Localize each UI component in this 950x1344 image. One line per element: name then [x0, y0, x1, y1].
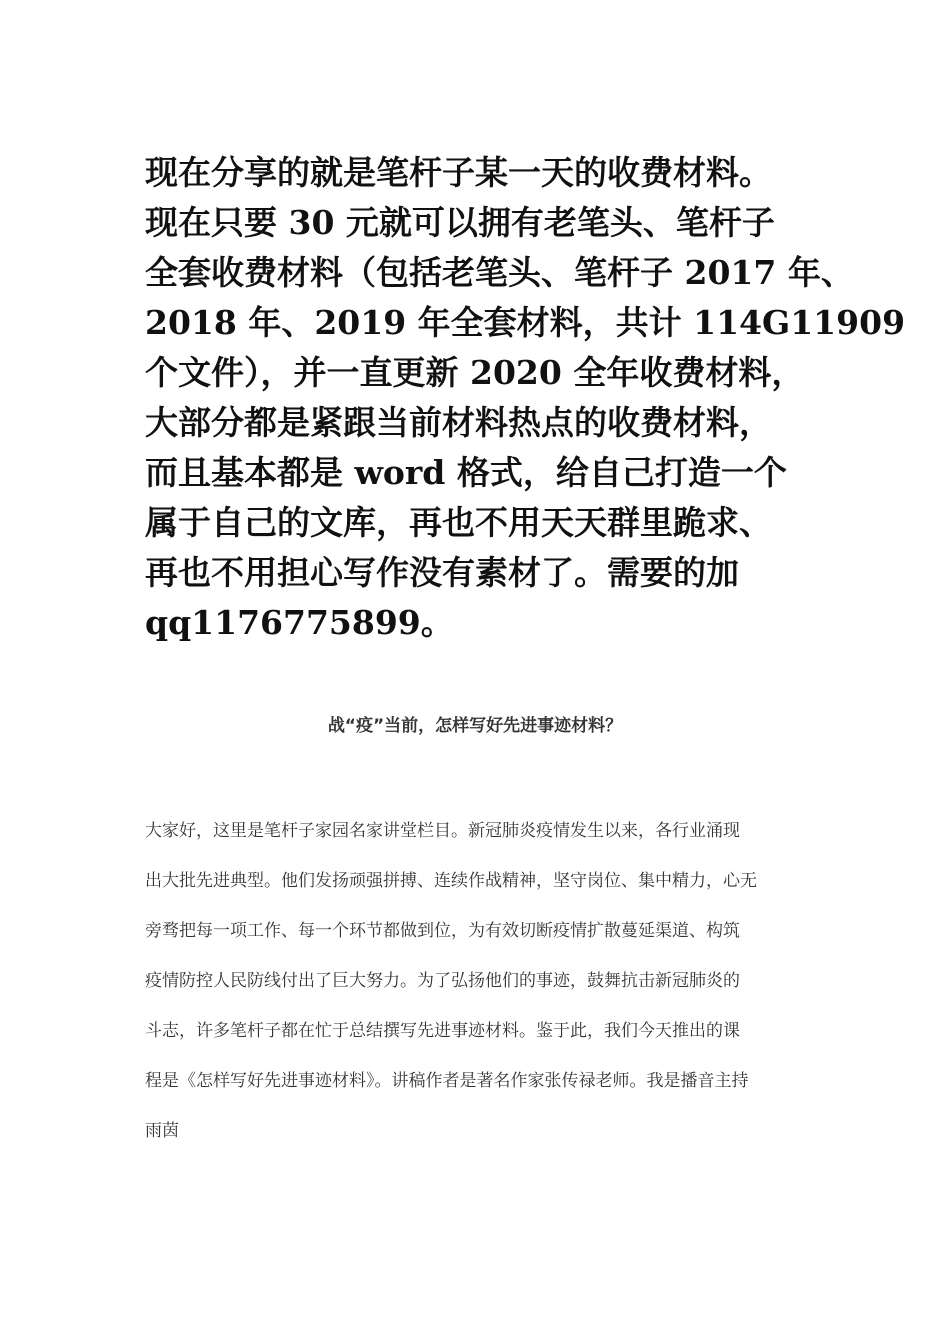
body-line: 雨茵 [145, 1121, 179, 1141]
promo-line: 全套收费材料（包括老笔头、笔杆子 2017 年、 [145, 253, 854, 292]
promo-line: 现在只要 30 元就可以拥有老笔头、笔杆子 [145, 203, 775, 242]
promo-line: 现在分享的就是笔杆子某一天的收费材料。 [145, 153, 772, 192]
promo-line: 再也不用担心写作没有素材了。需要的加 [145, 553, 739, 592]
body-line: 程是《怎样写好先进事迹材料》。讲稿作者是著名作家张传禄老师。我是播音主持 [145, 1071, 749, 1091]
promo-line: qq1176775899。 [145, 603, 454, 642]
promo-line: 个文件），并一直更新 2020 全年收费材料， [145, 353, 805, 392]
article-title: 战“疫”当前，怎样写好先进事迹材料？ [327, 716, 623, 736]
promo-line: 2018 年、2019 年全套材料，共计 114G11909 [145, 303, 906, 342]
body-line: 出大批先进典型。他们发扬顽强拼搏、连续作战精神，坚守岗位、集中精力，心无 [145, 871, 757, 891]
promo-line: 属于自己的文库，再也不用天天群里跪求、 [145, 503, 772, 542]
body-line: 大家好，这里是笔杆子家园名家讲堂栏目。新冠肺炎疫情发生以来，各行业涌现 [145, 821, 740, 841]
body-line: 斗志，许多笔杆子都在忙于总结撰写先进事迹材料。鉴于此，我们今天推出的课 [145, 1021, 740, 1041]
promo-line: 而且基本都是 word 格式，给自己打造一个 [145, 453, 787, 492]
promo-paragraph [145, 148, 906, 648]
article-body [145, 806, 815, 1156]
body-line: 旁骛把每一项工作、每一个环节都做到位，为有效切断疫情扩散蔓延渠道、构筑 [145, 921, 740, 941]
body-line: 疫情防控人民防线付出了巨大努力。为了弘扬他们的事迹，鼓舞抗击新冠肺炎的 [145, 971, 740, 991]
promo-line: 大部分都是紧跟当前材料热点的收费材料， [145, 403, 772, 442]
